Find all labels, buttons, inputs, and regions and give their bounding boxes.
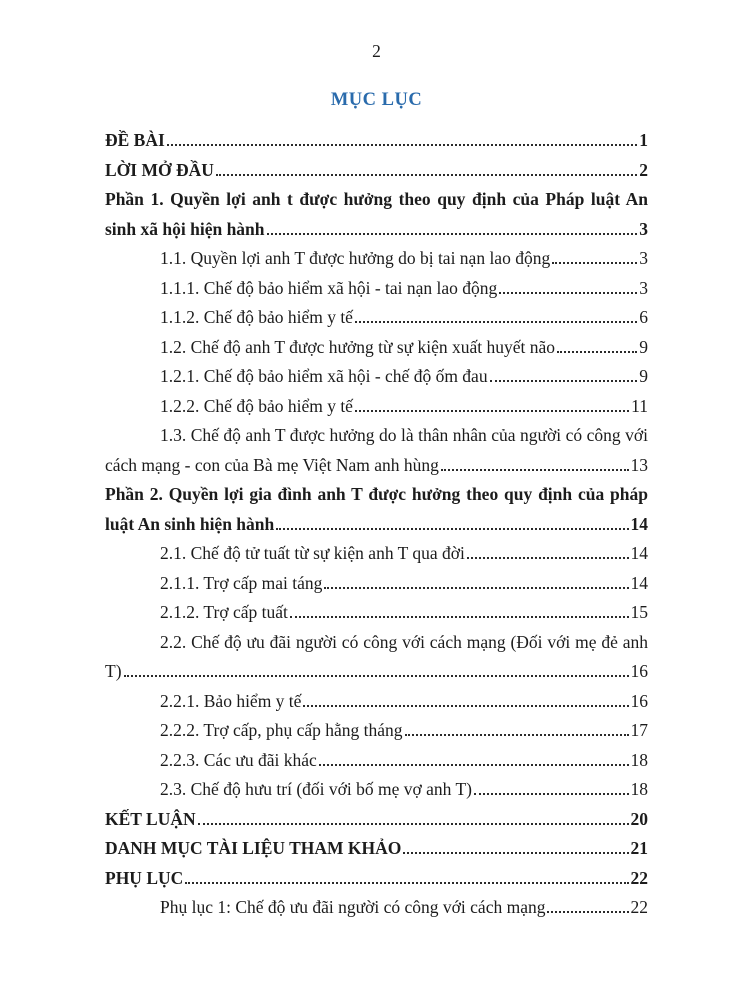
toc-entry[interactable] xyxy=(105,687,648,717)
toc-entry-text: ĐỀ BÀI xyxy=(105,130,165,150)
toc-entry-text: 2.1. Chế độ tử tuất từ sự kiện anh T qua đời xyxy=(160,543,465,563)
toc-entry[interactable] xyxy=(105,215,648,245)
toc-list xyxy=(105,126,648,923)
toc-page-number: 13 xyxy=(630,454,648,475)
page-number: 2 xyxy=(372,41,381,61)
toc-dot-leader xyxy=(167,144,637,146)
toc-entry[interactable] xyxy=(105,893,648,923)
toc-entry-text: 1.2. Chế độ anh T được hưởng từ sự kiện xuất huyết não xyxy=(160,336,556,357)
toc-page-number: 16 xyxy=(630,690,648,711)
toc-entry[interactable] xyxy=(105,362,648,392)
toc-entry[interactable] xyxy=(105,126,648,156)
toc-page-number: 14 xyxy=(630,543,648,563)
toc-entry-text: 1.2.1. Chế độ bảo hiểm xã hội - chế độ ốm đau xyxy=(160,366,488,386)
toc-entry-text: KẾT LUẬN xyxy=(105,808,196,829)
toc-entry-text: 2.1.2. Trợ cấp tuất xyxy=(160,602,288,622)
toc-dot-leader xyxy=(557,351,637,353)
toc-entry[interactable] xyxy=(105,156,648,186)
toc-page-number: 16 xyxy=(630,661,648,681)
toc-entry-text: 2.3. Chế độ hưu trí (đối với bố mẹ vợ anh T) xyxy=(160,779,473,799)
toc-entry[interactable] xyxy=(105,480,648,510)
toc-entry-text: LỜI MỞ ĐẦU xyxy=(105,159,214,180)
toc-dot-leader xyxy=(276,528,628,530)
toc-page-number: 3 xyxy=(639,218,648,239)
toc-entry[interactable] xyxy=(105,333,648,363)
toc-entry-text: 2.2.3. Các ưu đãi khác xyxy=(160,749,317,770)
toc-entry-text: Phần 1. Quyền lợi anh t được hưởng theo quy định của Pháp luật An xyxy=(105,189,648,209)
toc-title: MỤC LỤC xyxy=(330,90,423,110)
toc-entry-text: 2.2. Chế độ ưu đãi người có công với cách mạng (Đối với mẹ đẻ anh xyxy=(160,631,648,652)
toc-page-number: 15 xyxy=(630,602,648,622)
toc-dot-leader xyxy=(324,587,628,589)
toc-entry-text: 2.1.1. Trợ cấp mai táng xyxy=(160,572,323,593)
toc-entry-text: Phụ lục 1: Chế độ ưu đãi người có công với cách mạng xyxy=(160,897,546,917)
toc-entry-text: 1.1.2. Chế độ bảo hiểm y tế xyxy=(160,307,353,327)
toc-dot-leader xyxy=(499,292,637,294)
toc-dot-leader xyxy=(267,233,638,235)
toc-page-number: 18 xyxy=(630,779,648,799)
toc-page-number: 22 xyxy=(630,897,648,917)
toc-dot-leader xyxy=(405,734,629,736)
toc-dot-leader xyxy=(319,764,629,766)
toc-entry-text: cách mạng - con của Bà mẹ Việt Nam anh hùng xyxy=(105,454,439,475)
toc-entry[interactable] xyxy=(105,185,648,215)
toc-entry[interactable] xyxy=(105,775,648,805)
toc-page-number: 2 xyxy=(639,159,648,180)
toc-entry[interactable] xyxy=(105,628,648,658)
toc-entry-text: 1.2.2. Chế độ bảo hiểm y tế xyxy=(160,395,353,416)
toc-page-number: 22 xyxy=(630,867,648,888)
toc-entry[interactable] xyxy=(105,746,648,776)
toc-dot-leader xyxy=(547,911,628,913)
toc-dot-leader xyxy=(403,852,628,854)
toc-dot-leader xyxy=(124,675,629,677)
toc-entry[interactable] xyxy=(105,598,648,628)
toc-entry-text: Phần 2. Quyền lợi gia đình anh T được hưởng theo quy định của pháp xyxy=(105,484,648,504)
toc-dot-leader xyxy=(198,823,629,825)
toc-page-number: 3 xyxy=(639,277,648,298)
toc-page-number: 6 xyxy=(639,307,648,327)
toc-page-number: 14 xyxy=(630,572,648,593)
toc-dot-leader xyxy=(185,882,628,884)
toc-page-number: 18 xyxy=(630,749,648,770)
toc-entry[interactable] xyxy=(105,510,648,540)
toc-entry[interactable] xyxy=(105,392,648,422)
toc-dot-leader xyxy=(441,469,629,471)
toc-entry[interactable] xyxy=(105,303,648,333)
toc-entry-text: 2.2.1. Bảo hiểm y tế xyxy=(160,690,302,711)
toc-entry[interactable] xyxy=(105,834,648,864)
toc-page-number: 14 xyxy=(630,513,648,534)
toc-page-number: 11 xyxy=(631,395,648,416)
toc-page-number: 17 xyxy=(630,720,648,740)
toc-entry-text: 1.3. Chế độ anh T được hưởng do là thân nhân của người có công với xyxy=(160,425,648,445)
toc-dot-leader xyxy=(552,262,637,264)
toc-entry[interactable] xyxy=(105,274,648,304)
toc-entry-text: 1.1.1. Chế độ bảo hiểm xã hội - tai nạn lao động xyxy=(160,277,498,298)
toc-dot-leader xyxy=(355,410,629,412)
toc-page-number: 1 xyxy=(639,130,648,150)
toc-entry[interactable] xyxy=(105,805,648,835)
toc-dot-leader xyxy=(216,174,637,176)
toc-entry-text: PHỤ LỤC xyxy=(105,867,184,888)
toc-entry-text: T) xyxy=(105,661,122,681)
toc-entry-text: sinh xã hội hiện hành xyxy=(105,218,265,239)
toc-entry-text: luật An sinh hiện hành xyxy=(105,513,275,534)
toc-dot-leader xyxy=(467,557,629,559)
toc-entry-text: DANH MỤC TÀI LIỆU THAM KHẢO xyxy=(105,838,402,858)
toc-page-number: 3 xyxy=(639,248,648,268)
toc-page-number: 9 xyxy=(639,366,648,386)
toc-page-number: 9 xyxy=(639,336,648,357)
toc-entry[interactable] xyxy=(105,451,648,481)
toc-entry[interactable] xyxy=(105,716,648,746)
toc-page-number: 20 xyxy=(630,808,648,829)
toc-entry[interactable] xyxy=(105,539,648,569)
toc-dot-leader xyxy=(290,616,629,618)
toc-dot-leader xyxy=(490,380,638,382)
toc-entry[interactable] xyxy=(105,657,648,687)
toc-dot-leader xyxy=(303,705,628,707)
toc-entry[interactable] xyxy=(105,421,648,451)
toc-dot-leader xyxy=(474,793,628,795)
toc-entry[interactable] xyxy=(105,864,648,894)
toc-entry-text: 2.2.2. Trợ cấp, phụ cấp hằng tháng xyxy=(160,720,403,740)
toc-entry-text: 1.1. Quyền lợi anh T được hưởng do bị tai nạn lao động xyxy=(160,248,551,268)
toc-entry[interactable] xyxy=(105,569,648,599)
toc-page-number: 21 xyxy=(630,838,648,858)
toc-entry[interactable] xyxy=(105,244,648,274)
toc-dot-leader xyxy=(355,321,637,323)
